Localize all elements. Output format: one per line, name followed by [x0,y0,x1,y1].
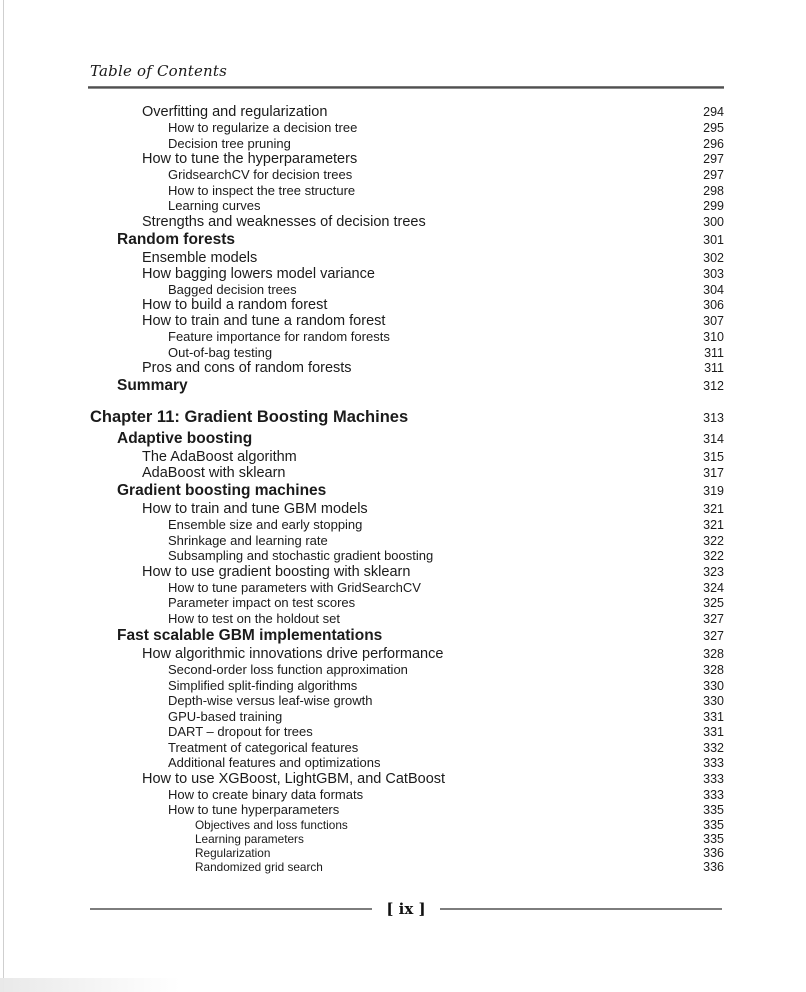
toc-entry-page: 333 [703,771,724,786]
toc-entry-label[interactable]: Learning parameters [195,831,304,846]
toc-entry[interactable] [88,313,724,329]
toc-entry-page: 301 [703,232,724,247]
toc-entry-page: 304 [703,282,724,297]
toc-entry-page: 302 [703,250,724,265]
toc-entry-label[interactable]: Treatment of categorical features [168,739,359,755]
toc-entry[interactable] [88,646,724,662]
toc-entry-label[interactable]: The AdaBoost algorithm [142,449,297,465]
toc-entry[interactable] [88,429,724,449]
page-number-label: [ ix ] [386,899,426,918]
toc-entry-label[interactable]: Summary [117,377,188,394]
toc-entry-label[interactable]: GPU-based training [168,708,283,724]
toc-entry[interactable] [88,360,724,376]
toc-entry[interactable] [88,832,724,846]
toc-entry[interactable] [88,282,724,298]
page-left-edge [3,0,4,992]
toc-entry-label[interactable]: How to train and tune GBM models [142,501,368,517]
toc-entry-page: 335 [703,803,724,817]
toc-entry-label[interactable]: Depth-wise versus leaf-wise growth [168,693,373,708]
toc-entry-page: 330 [703,694,724,708]
page-header [88,62,724,89]
toc-entry-label[interactable]: Out-of-bag testing [168,344,273,360]
toc-entry[interactable] [88,230,724,250]
toc-entry-page: 328 [703,647,724,661]
toc-entry[interactable] [88,802,724,818]
toc-entry[interactable] [88,740,724,756]
toc-entry[interactable] [88,449,724,465]
toc-entry-page: 303 [703,266,724,281]
toc-entry-page: 336 [703,860,724,875]
toc-entry-label[interactable]: Strengths and weaknesses of decision trees [142,213,426,230]
toc-entry-page: 322 [703,549,724,563]
toc-list [88,104,724,875]
toc-entry[interactable] [88,120,724,136]
toc-entry-page: 330 [703,678,724,693]
toc-entry-page: 298 [703,183,724,198]
toc-entry-page: 315 [703,450,724,464]
toc-entry-label[interactable]: How to tune parameters with GridSearchCV [168,579,421,595]
toc-entry-page: 322 [703,533,724,548]
toc-entry[interactable] [88,501,724,517]
toc-entry[interactable] [88,266,724,282]
toc-entry-page: 307 [703,314,724,328]
toc-entry-page: 321 [703,518,724,532]
toc-entry-page: 311 [704,361,724,375]
toc-entry[interactable] [88,183,724,199]
toc-entry-label[interactable]: How to regularize a decision tree [168,120,358,135]
header-rule [88,86,724,89]
toc-entry-page: 313 [703,411,724,425]
page-footer [88,900,724,918]
toc-entry-page: 314 [703,432,724,446]
toc-entry[interactable] [88,662,724,678]
toc-entry[interactable] [88,709,724,725]
toc-entry-label[interactable]: How to tune hyperparameters [168,802,340,817]
toc-entry-label[interactable]: DART – dropout for trees [168,724,313,739]
toc-entry-page: 335 [703,817,724,832]
toc-entry-page: 331 [703,725,724,739]
toc-entry[interactable] [88,104,724,120]
toc-entry-page: 321 [703,502,724,516]
toc-entry[interactable] [88,564,724,580]
toc-entry[interactable] [88,771,724,787]
toc-entry-label[interactable]: Ensemble size and early stopping [168,517,363,532]
footer-rule-right [440,908,722,910]
toc-entry[interactable] [88,860,724,874]
toc-entry-label[interactable]: Second-order loss function approximation [168,662,408,677]
toc-entry-label[interactable]: Decision tree pruning [168,135,291,151]
toc-entry-page: 335 [703,831,724,846]
toc-entry-page: 325 [703,596,724,610]
toc-entry[interactable] [88,548,724,564]
toc-entry[interactable] [88,167,724,183]
toc-entry-page: 327 [703,611,724,626]
toc-entry-label[interactable]: Regularization [195,846,271,861]
toc-entry[interactable] [88,626,724,646]
toc-entry[interactable] [88,580,724,596]
toc-entry-label[interactable]: Learning curves [168,198,261,213]
toc-entry[interactable] [88,611,724,627]
toc-entry[interactable] [88,533,724,549]
toc-entry-label[interactable]: How to inspect the tree structure [168,182,356,198]
toc-entry-label[interactable]: Overfitting and regularization [142,104,328,120]
footer-rule-left [90,908,372,910]
toc-entry[interactable] [88,465,724,481]
toc-entry-page: 297 [703,152,724,166]
toc-entry-page: 306 [703,298,724,312]
toc-entry-page: 332 [703,740,724,755]
toc-entry[interactable] [88,198,724,214]
toc-entry-page: 331 [703,709,724,724]
toc-entry-label[interactable]: How to build a random forest [142,297,328,313]
toc-entry-label[interactable]: Parameter impact on test scores [168,595,356,610]
toc-entry-page: 327 [703,629,724,643]
toc-entry-page: 317 [703,466,724,480]
page-content [88,0,724,918]
toc-entry-label[interactable]: Subsampling and stochastic gradient boosting [168,548,434,563]
toc-entry[interactable] [88,755,724,771]
toc-entry[interactable] [88,724,724,740]
toc-entry-page: 312 [703,379,724,393]
toc-entry-label[interactable]: Random forests [117,230,235,248]
toc-entry-page: 319 [703,484,724,498]
toc-entry[interactable] [88,517,724,533]
toc-entry-label[interactable]: Shrinkage and learning rate [168,532,328,548]
toc-entry-page: 336 [703,846,724,861]
toc-entry[interactable] [88,345,724,361]
toc-entry-page: 328 [703,663,724,677]
toc-entry[interactable] [88,136,724,152]
toc-entry-page: 295 [703,121,724,135]
page-bottom-edge [0,978,180,992]
page-title: Table of Contents [90,62,228,80]
toc-entry[interactable] [88,151,724,167]
toc-entry-page: 296 [703,136,724,151]
toc-entry-label[interactable]: How to use XGBoost, LightGBM, and CatBoost [142,770,446,787]
toc-entry-label[interactable]: How to test on the holdout set [168,610,340,626]
toc-entry[interactable] [88,678,724,694]
toc-entry-label[interactable]: Bagged decision trees [168,281,297,297]
toc-entry-page: 311 [704,345,724,360]
toc-entry-label[interactable]: GridsearchCV for decision trees [168,167,353,182]
toc-entry[interactable] [88,329,724,345]
toc-entry-label[interactable]: Simplified split-finding algorithms [168,677,358,693]
toc-entry-label[interactable]: How to use gradient boosting with sklearn [142,563,411,580]
toc-entry-label[interactable]: Pros and cons of random forests [142,360,352,376]
toc-entry[interactable] [88,297,724,313]
toc-entry[interactable] [88,595,724,611]
toc-entry-page: 323 [703,564,724,579]
toc-entry-page: 324 [703,580,724,595]
toc-entry-page: 333 [703,787,724,802]
toc-entry[interactable] [88,481,724,501]
toc-entry-page: 310 [703,330,724,344]
toc-entry-label[interactable]: AdaBoost with sklearn [142,465,286,481]
toc-entry-label[interactable]: Randomized grid search [195,860,323,875]
toc-entry-page: 297 [703,168,724,182]
toc-entry[interactable] [88,250,724,266]
toc-entry[interactable] [88,787,724,803]
toc-entry-label[interactable]: Gradient boosting machines [117,482,327,499]
toc-entry-label[interactable]: How to train and tune a random forest [142,313,386,329]
toc-entry[interactable] [88,693,724,709]
toc-entry-label[interactable]: Ensemble models [142,249,258,266]
toc-entry-label[interactable]: How bagging lowers model variance [142,265,375,282]
toc-entry-page: 294 [703,105,724,119]
toc-entry-label[interactable]: Objectives and loss functions [195,817,348,832]
toc-entry[interactable] [88,214,724,230]
toc-entry-label[interactable]: How algorithmic innovations drive performance [142,646,444,662]
toc-entry[interactable] [88,405,724,429]
toc-entry-label[interactable]: Adaptive boosting [117,430,253,447]
toc-entry[interactable] [88,376,724,396]
toc-entry-label[interactable]: Feature importance for random forests [168,329,390,344]
toc-entry-page: 300 [703,214,724,229]
toc-entry-page: 333 [703,756,724,770]
toc-entry[interactable] [88,846,724,860]
toc-entry-label[interactable]: Chapter 11: Gradient Boosting Machines [90,408,409,426]
toc-entry[interactable] [88,818,724,832]
toc-entry-label[interactable]: How to tune the hyperparameters [142,151,358,167]
toc-entry-label[interactable]: Fast scalable GBM implementations [117,627,383,644]
toc-entry-page: 299 [703,199,724,213]
toc-entry-label[interactable]: Additional features and optimizations [168,755,381,770]
toc-entry-label[interactable]: How to create binary data formats [168,786,364,802]
